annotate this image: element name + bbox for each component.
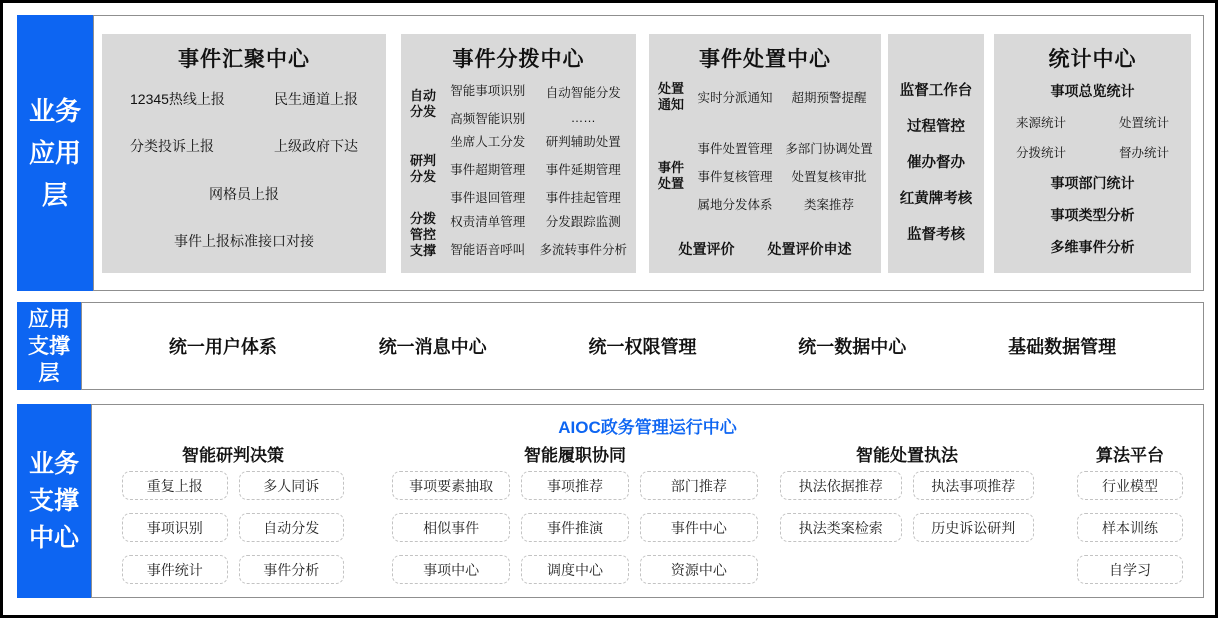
- module-item: 属地分发体系: [697, 198, 773, 212]
- layer-label-business-support-center: [17, 404, 91, 598]
- application-support-panel: [81, 302, 1204, 390]
- module-row: [130, 184, 358, 204]
- box-title-event-aggregation: 事件汇聚中心: [178, 48, 310, 71]
- module-item: 自动智能分发: [545, 86, 621, 100]
- app-button[interactable]: 执法依据推荐: [780, 471, 902, 500]
- box-title-statistics: 统计中心: [1048, 48, 1137, 71]
- event-handling-center-box: [649, 34, 881, 273]
- module-column: [782, 88, 876, 106]
- module-column: [688, 139, 782, 213]
- module-item: 事件处置管理: [697, 142, 773, 156]
- layer-label-application-support: [17, 302, 81, 390]
- module-item: 处置复核审批: [791, 170, 867, 184]
- module-item: 坐席人工分发: [450, 135, 526, 149]
- group-intelligent-enforcement: [780, 441, 1034, 542]
- support-platform-item: 统一消息中心: [378, 337, 487, 357]
- group-label-line: 分发: [409, 169, 436, 184]
- module-column: [536, 132, 632, 206]
- business-application-panel: [93, 15, 1204, 291]
- module-item: 智能事项识别: [450, 84, 526, 98]
- supervision-item: 监督考核: [907, 227, 965, 243]
- event-handling-groups: [649, 73, 881, 273]
- module-column: [782, 139, 876, 213]
- module-row: [1008, 113, 1177, 131]
- module-item: 分类投诉上报: [130, 138, 214, 155]
- event-aggregation-center-box: [102, 34, 386, 273]
- statistics-center-box: [994, 34, 1191, 273]
- group-label-line: 通知: [657, 97, 684, 112]
- module-item: 多流转事件分析: [539, 243, 627, 257]
- app-button[interactable]: 自动分发: [239, 513, 345, 542]
- group-auto-dispatch: [406, 81, 631, 127]
- app-button[interactable]: 事项中心: [392, 555, 510, 584]
- support-platform-item: 统一数据中心: [798, 337, 907, 357]
- module-item: 事件延期管理: [545, 163, 621, 177]
- module-item: 超期预警提醒: [791, 91, 867, 105]
- module-item: 实时分派通知: [697, 91, 773, 105]
- group-label-line: 分拨: [409, 211, 436, 226]
- module-column: [440, 212, 536, 258]
- module-item: 智能语音呼叫: [450, 243, 526, 257]
- layer-label-line: 层: [38, 361, 60, 385]
- aioc-center-title: AIOC政务管理运行中心: [558, 418, 737, 437]
- app-button[interactable]: 事项推荐: [521, 471, 629, 500]
- stats-overview-header: 事项总览统计: [1050, 83, 1135, 99]
- module-column: [440, 132, 536, 206]
- app-button[interactable]: 事件中心: [640, 513, 758, 542]
- group-label-line: 研判: [409, 153, 436, 168]
- app-button[interactable]: 相似事件: [392, 513, 510, 542]
- layer-label-line: 支撑: [28, 334, 70, 358]
- group-label: [406, 153, 440, 185]
- module-item: 来源统计: [1016, 116, 1067, 130]
- group-label-line: 自动: [409, 88, 436, 103]
- group-label-line: 支撑: [409, 243, 436, 258]
- module-item-bold: 处置评价申述: [767, 241, 852, 257]
- app-button[interactable]: 自学习: [1077, 555, 1183, 584]
- app-button[interactable]: 重复上报: [122, 471, 228, 500]
- box-title-event-handling: 事件处置中心: [699, 48, 831, 71]
- group-header: 智能履职协同: [524, 446, 626, 465]
- group-label: [406, 211, 440, 259]
- app-button[interactable]: 历史诉讼研判: [913, 513, 1035, 542]
- support-platform-item: 统一用户体系: [168, 337, 277, 357]
- module-row: [130, 231, 358, 251]
- module-column: [536, 83, 632, 125]
- module-item: 研判辅助处置: [545, 135, 621, 149]
- button-grid: [780, 471, 1034, 542]
- layer-label-line: 业务: [28, 96, 81, 126]
- app-button[interactable]: 事件分析: [239, 555, 345, 584]
- module-item: 分拨统计: [1016, 146, 1067, 160]
- event-dispatch-groups: [401, 73, 636, 273]
- group-header: 算法平台: [1096, 446, 1164, 465]
- module-column: [440, 81, 536, 127]
- event-aggregation-items: [102, 73, 386, 273]
- layer-label-line: 业务: [28, 449, 79, 478]
- app-button[interactable]: 事件统计: [122, 555, 228, 584]
- app-button[interactable]: 事项识别: [122, 513, 228, 542]
- module-row: [130, 89, 358, 109]
- app-button[interactable]: 事项要素抽取: [392, 471, 510, 500]
- layer-label-line: 中心: [28, 523, 79, 552]
- app-button[interactable]: 调度中心: [521, 555, 629, 584]
- module-item: 事件复核管理: [697, 170, 773, 184]
- group-header: 智能处置执法: [856, 446, 958, 465]
- layer-label-line: 应用: [28, 307, 70, 331]
- layer-label-line: 支撑: [28, 486, 79, 515]
- group-label-line: 分发: [409, 104, 436, 119]
- group-label: [654, 81, 688, 113]
- supervision-item: 过程管控: [907, 119, 965, 135]
- module-column: [688, 88, 782, 106]
- stats-section-header: 事项部门统计: [1050, 175, 1135, 191]
- module-column: [536, 212, 632, 258]
- stats-section-header: 多维事件分析: [1050, 239, 1135, 255]
- module-item: 多部门协调处置: [785, 142, 873, 156]
- group-header: 智能研判决策: [182, 446, 284, 465]
- event-dispatch-center-box: [401, 34, 636, 273]
- group-handling-evaluation: [654, 239, 876, 259]
- module-item: 民生通道上报: [274, 91, 358, 107]
- group-algorithm-platform: [1077, 441, 1183, 584]
- box-title-event-dispatch: 事件分拨中心: [452, 48, 585, 71]
- button-grid: [1077, 471, 1183, 584]
- app-button[interactable]: 执法类案检索: [780, 513, 902, 542]
- module-row: [1008, 143, 1177, 161]
- group-event-handling: [654, 139, 876, 213]
- app-button[interactable]: 事件推演: [521, 513, 629, 542]
- stats-section-header: 事项类型分析: [1050, 207, 1135, 223]
- supervision-column-box: [888, 34, 984, 273]
- group-label: [406, 88, 440, 120]
- module-item: 处置统计: [1118, 116, 1169, 130]
- group-label-line: 管控: [409, 227, 436, 242]
- support-platform-item: 统一权限管理: [588, 337, 697, 357]
- button-grid: [392, 471, 758, 584]
- module-item-bold: 处置评价: [678, 241, 735, 257]
- module-item: 事件挂起管理: [545, 191, 621, 205]
- module-item: 高频智能识别: [450, 112, 526, 126]
- group-label: [654, 160, 688, 192]
- module-item: 类案推荐: [803, 198, 854, 212]
- app-button[interactable]: 执法事项推荐: [913, 471, 1035, 500]
- module-item: 督办统计: [1118, 146, 1169, 160]
- group-dispatch-control-support: [406, 211, 631, 259]
- app-button[interactable]: 资源中心: [640, 555, 758, 584]
- module-item: 12345热线上报: [130, 91, 225, 107]
- module-item: 权责清单管理: [450, 215, 526, 229]
- app-button[interactable]: 样本训练: [1077, 513, 1183, 542]
- app-button[interactable]: 多人同诉: [239, 471, 345, 500]
- button-grid: [122, 471, 344, 584]
- supervision-item: 催办督办: [907, 155, 965, 171]
- statistics-items: [994, 73, 1191, 273]
- supervision-item: 监督工作台: [899, 83, 973, 99]
- group-judge-dispatch: [406, 132, 631, 206]
- module-item: 分发跟踪监测: [545, 215, 621, 229]
- business-support-panel: [91, 404, 1204, 598]
- module-item: 网格员上报: [209, 185, 279, 202]
- app-button[interactable]: 行业模型: [1077, 471, 1183, 500]
- module-item: 上级政府下达: [274, 138, 358, 155]
- module-item: ……: [570, 111, 596, 125]
- group-intelligent-duty-collaboration: [392, 441, 758, 584]
- group-handling-notice: [654, 81, 876, 113]
- module-item: 事件上报标准接口对接: [174, 232, 314, 249]
- group-intelligent-judgment: [122, 441, 344, 584]
- supervision-item: 红黄牌考核: [899, 191, 973, 207]
- module-item: 事件退回管理: [450, 191, 526, 205]
- layer-label-line: 应用: [28, 138, 81, 168]
- module-row: [130, 136, 358, 156]
- app-button[interactable]: 部门推荐: [640, 471, 758, 500]
- support-platform-item: 基础数据管理: [1008, 337, 1117, 357]
- group-label-line: 事件: [657, 160, 684, 175]
- layer-label-line: 层: [41, 180, 68, 210]
- module-item: 事件超期管理: [450, 163, 526, 177]
- layer-label-business-application: [17, 15, 93, 291]
- group-label-line: 处置: [657, 81, 684, 96]
- group-label-line: 处置: [657, 176, 684, 191]
